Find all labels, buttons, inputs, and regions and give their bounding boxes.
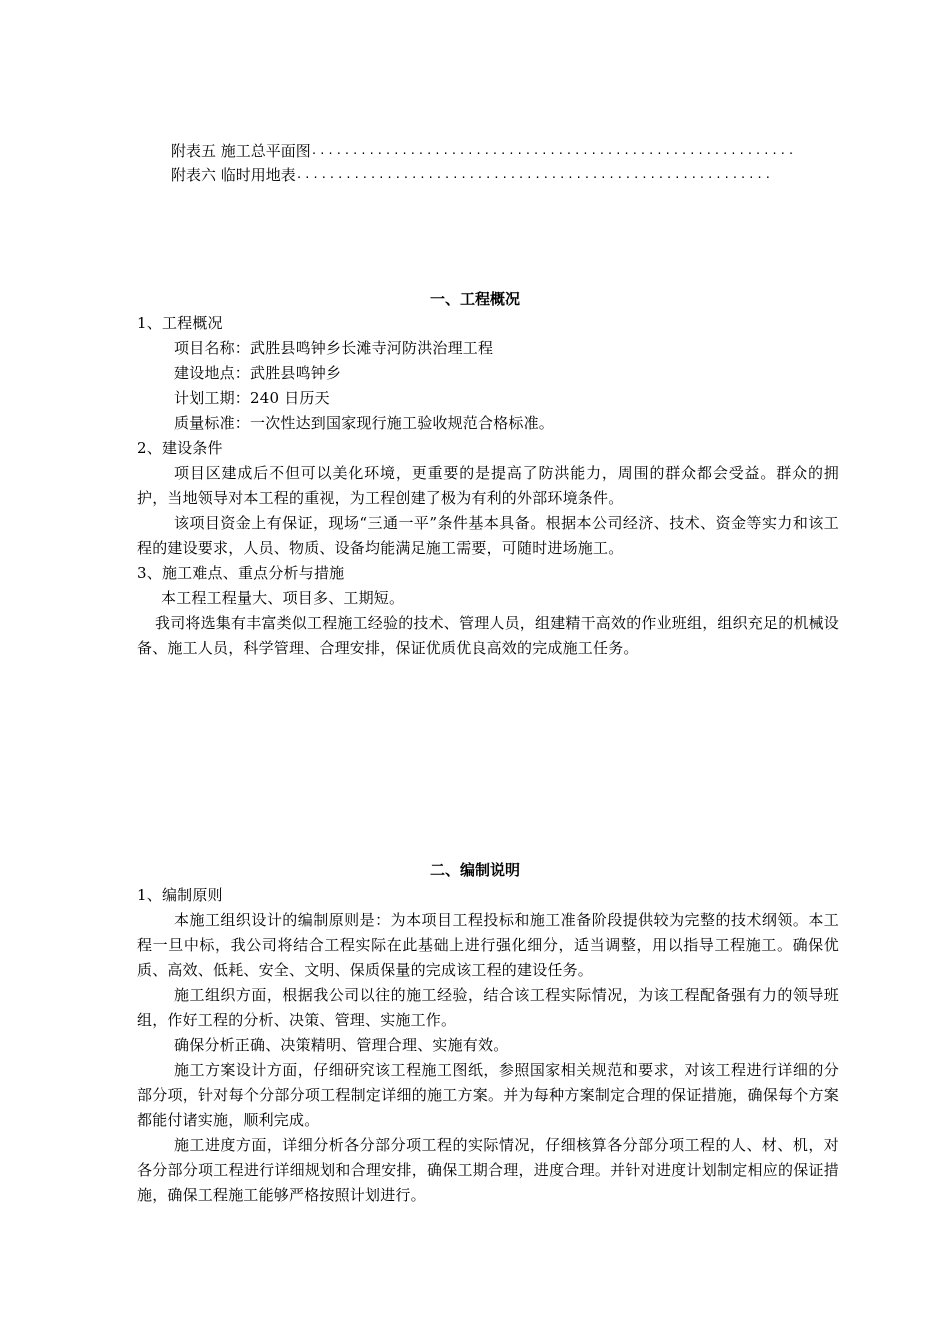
toc-entry-label: 附表五 施工总平面图 (171, 142, 311, 160)
toc-entry (171, 163, 821, 187)
toc-entry-leader: ........................................................... (310, 144, 796, 157)
quality-standard: 质量标准：一次性达到国家现行施工验收规范合格标准。 (174, 414, 555, 432)
subsection-heading: 1、工程概况 (137, 314, 223, 332)
toc-entry (171, 139, 821, 163)
subsection-heading: 3、施工难点、重点分析与措施 (137, 564, 345, 582)
section-heading: 二、编制说明 (429, 861, 520, 879)
section-body (137, 883, 839, 1208)
paragraph: 我司将选集有丰富类似工程施工经验的技术、管理人员，组建精干高效的作业班组，组织充足的机械设备、施工人员，科学管理、合理安排，保证优质优良高效的完成施工任务。 (137, 614, 840, 657)
project-location: 建设地点：武胜县鸣钟乡 (174, 364, 342, 382)
paragraph: 本工程工程量大、项目多、工期短。 (161, 589, 405, 607)
project-name: 项目名称：武胜县鸣钟乡长滩寺河防洪治理工程 (174, 339, 494, 357)
project-duration: 计划工期：240 日历天 (174, 389, 330, 407)
paragraph: 本施工组织设计的编制原则是：为本项目工程投标和施工准备阶段提供较为完整的技术纲领。本工程一旦中标，我公司将结合工程实际在此基础上进行强化细分，适当调整，用以指导工程施工。确保优质、高效、低耗、安全、文明、保质保量的完成该工程的建设任务。 (137, 911, 839, 979)
subsection-heading: 2、建设条件 (137, 439, 223, 457)
paragraph: 确保分析正确、决策精明、管理合理、实施有效。 (174, 1036, 509, 1054)
subsection-heading: 1、编制原则 (137, 886, 223, 904)
paragraph: 施工进度方面，详细分析各分部分项工程的实际情况，仔细核算各分部分项工程的人、材、机，对各分部分项工程进行详细规划和合理安排，确保工期合理，进度合理。并针对进度计划制定相应的保证措施，确保工程施工能够严格按照计划进行。 (137, 1136, 839, 1204)
paragraph: 施工方案设计方面，仔细研究该工程施工图纸，参照国家相关规范和要求，对该工程进行详细的分部分项，针对每个分部分项工程制定详细的施工方案。并为每种方案制定合理的保证措施，确保每个方案都能付诸实施，顺利完成。 (137, 1061, 839, 1129)
paragraph: 该项目资金上有保证，现场“三通一平”条件基本具备。根据本公司经济、技术、资金等实力和该工程的建设要求，人员、物质、设备均能满足施工需要，可随时进场施工。 (137, 514, 839, 557)
section-heading: 一、工程概况 (429, 290, 520, 308)
toc-entry-leader: .......................................................... (295, 168, 773, 181)
toc-entry-label: 附表六 临时用地表 (171, 166, 296, 184)
paragraph: 项目区建成后不但可以美化环境，更重要的是提高了防洪能力，周围的群众都会受益。群众的拥护，当地领导对本工程的重视，为工程创建了极为有利的外部环境条件。 (137, 464, 839, 507)
paragraph: 施工组织方面，根据我公司以往的施工经验，结合该工程实际情况，为该工程配备强有力的领导班组，作好工程的分析、决策、管理、实施工作。 (137, 986, 839, 1029)
section-body (137, 311, 839, 661)
